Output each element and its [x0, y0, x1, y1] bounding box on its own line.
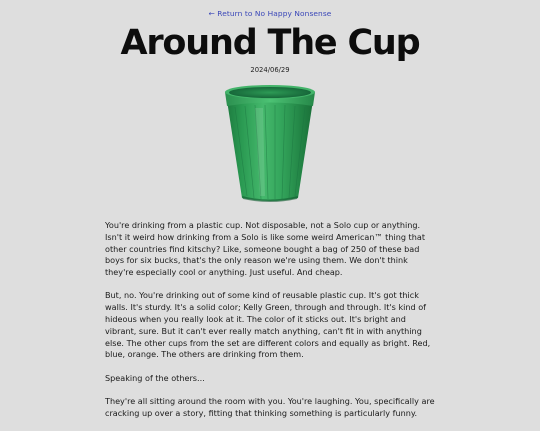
- paragraph: They're all sitting around the room with you. You're laughing. You, specifically are cracking up over a story, fitting that thinking something is particularly funny.: [105, 395, 435, 418]
- post-date: 2024/06/29: [250, 66, 290, 74]
- paragraph: Speaking of the others...: [105, 372, 205, 383]
- post-title: Around The Cup: [120, 23, 420, 63]
- paragraph: But, no. You're drinking out of some kind of reusable plastic cup. It's got thick walls. It's sturdy. It's a solid color; Kelly Green, through and through. It's kind of hideous when you really look at it. The color of it sticks out. It's bright and vibrant, sure. But it can't ever really match anything, can't fit in with anything else. The other cups from the set are different colors and equally as bright. Red, blue, orange. The others are drinking from them.: [105, 290, 431, 360]
- back-link[interactable]: ← Return to No Happy Nonsense: [208, 9, 332, 18]
- green-cup-image: [219, 82, 321, 204]
- paragraph: You're drinking from a plastic cup. Not disposable, not a Solo cup or anything. Isn't it weird how drinking from a Solo is like some weird American™ thing that other countries find kitschy? Like, someone bought a bag of 250 of these bad boys for six bucks, that's the only reason we're using them. We don't think they're especially cool or anything. Just useful. And cheap.: [105, 220, 425, 278]
- post-body: [105, 220, 437, 431]
